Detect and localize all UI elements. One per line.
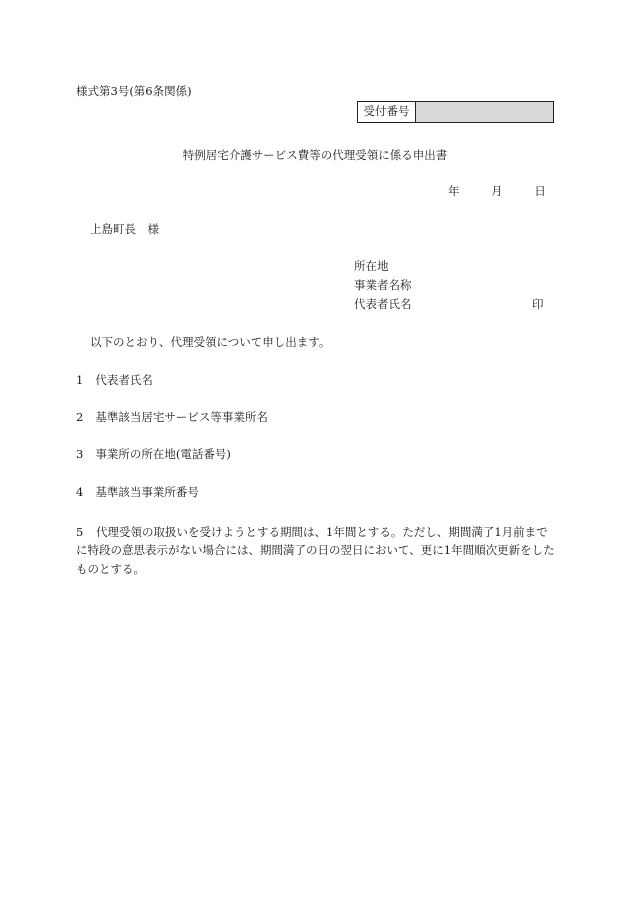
item-text: 事業所の所在地(電話番号) (95, 447, 231, 461)
item-text: 基準該当事業所番号 (95, 485, 199, 499)
list-item (76, 374, 153, 388)
address-label: 所在地 (354, 259, 389, 273)
business-name-label: 事業者名称 (354, 278, 412, 292)
list-item (76, 448, 231, 462)
item-number: 4 (76, 485, 84, 499)
list-item (76, 411, 268, 425)
document-title: 特例居宅介護サービス費等の代理受領に係る申出書 (182, 148, 448, 162)
item-number: 1 (76, 373, 84, 387)
list-item-period (76, 523, 558, 578)
item-number: 2 (76, 410, 84, 424)
item-number: 3 (76, 447, 84, 461)
addressee: 上島町長 様 (90, 222, 159, 236)
item-text: 代理受領の取扱いを受けようとする期間は、1年間とする。ただし、期間満了1月前までに特段の意思表示がない場合には、期間満了の日の翌日において、更に1年間順次更新をしたものとする。 (76, 525, 555, 576)
receipt-number-label: 受付番号 (358, 102, 416, 122)
seal-mark: 印 (532, 297, 544, 311)
representative-name-label: 代表者氏名 (354, 297, 412, 311)
intro-text: 以下のとおり、代理受領について申し出ます。 (90, 335, 331, 349)
date-line (448, 185, 546, 199)
item-text: 代表者氏名 (95, 373, 153, 387)
list-item (76, 486, 199, 500)
date-month-label: 月 (491, 184, 503, 198)
item-text: 基準該当居宅サービス等事業所名 (95, 410, 268, 424)
date-day-label: 日 (534, 184, 546, 198)
receipt-number-box (357, 101, 554, 123)
form-number: 様式第3号(第6条関係) (76, 84, 192, 98)
item-number: 5 (76, 525, 84, 539)
date-year-label: 年 (448, 184, 460, 198)
receipt-number-field[interactable] (416, 102, 553, 122)
